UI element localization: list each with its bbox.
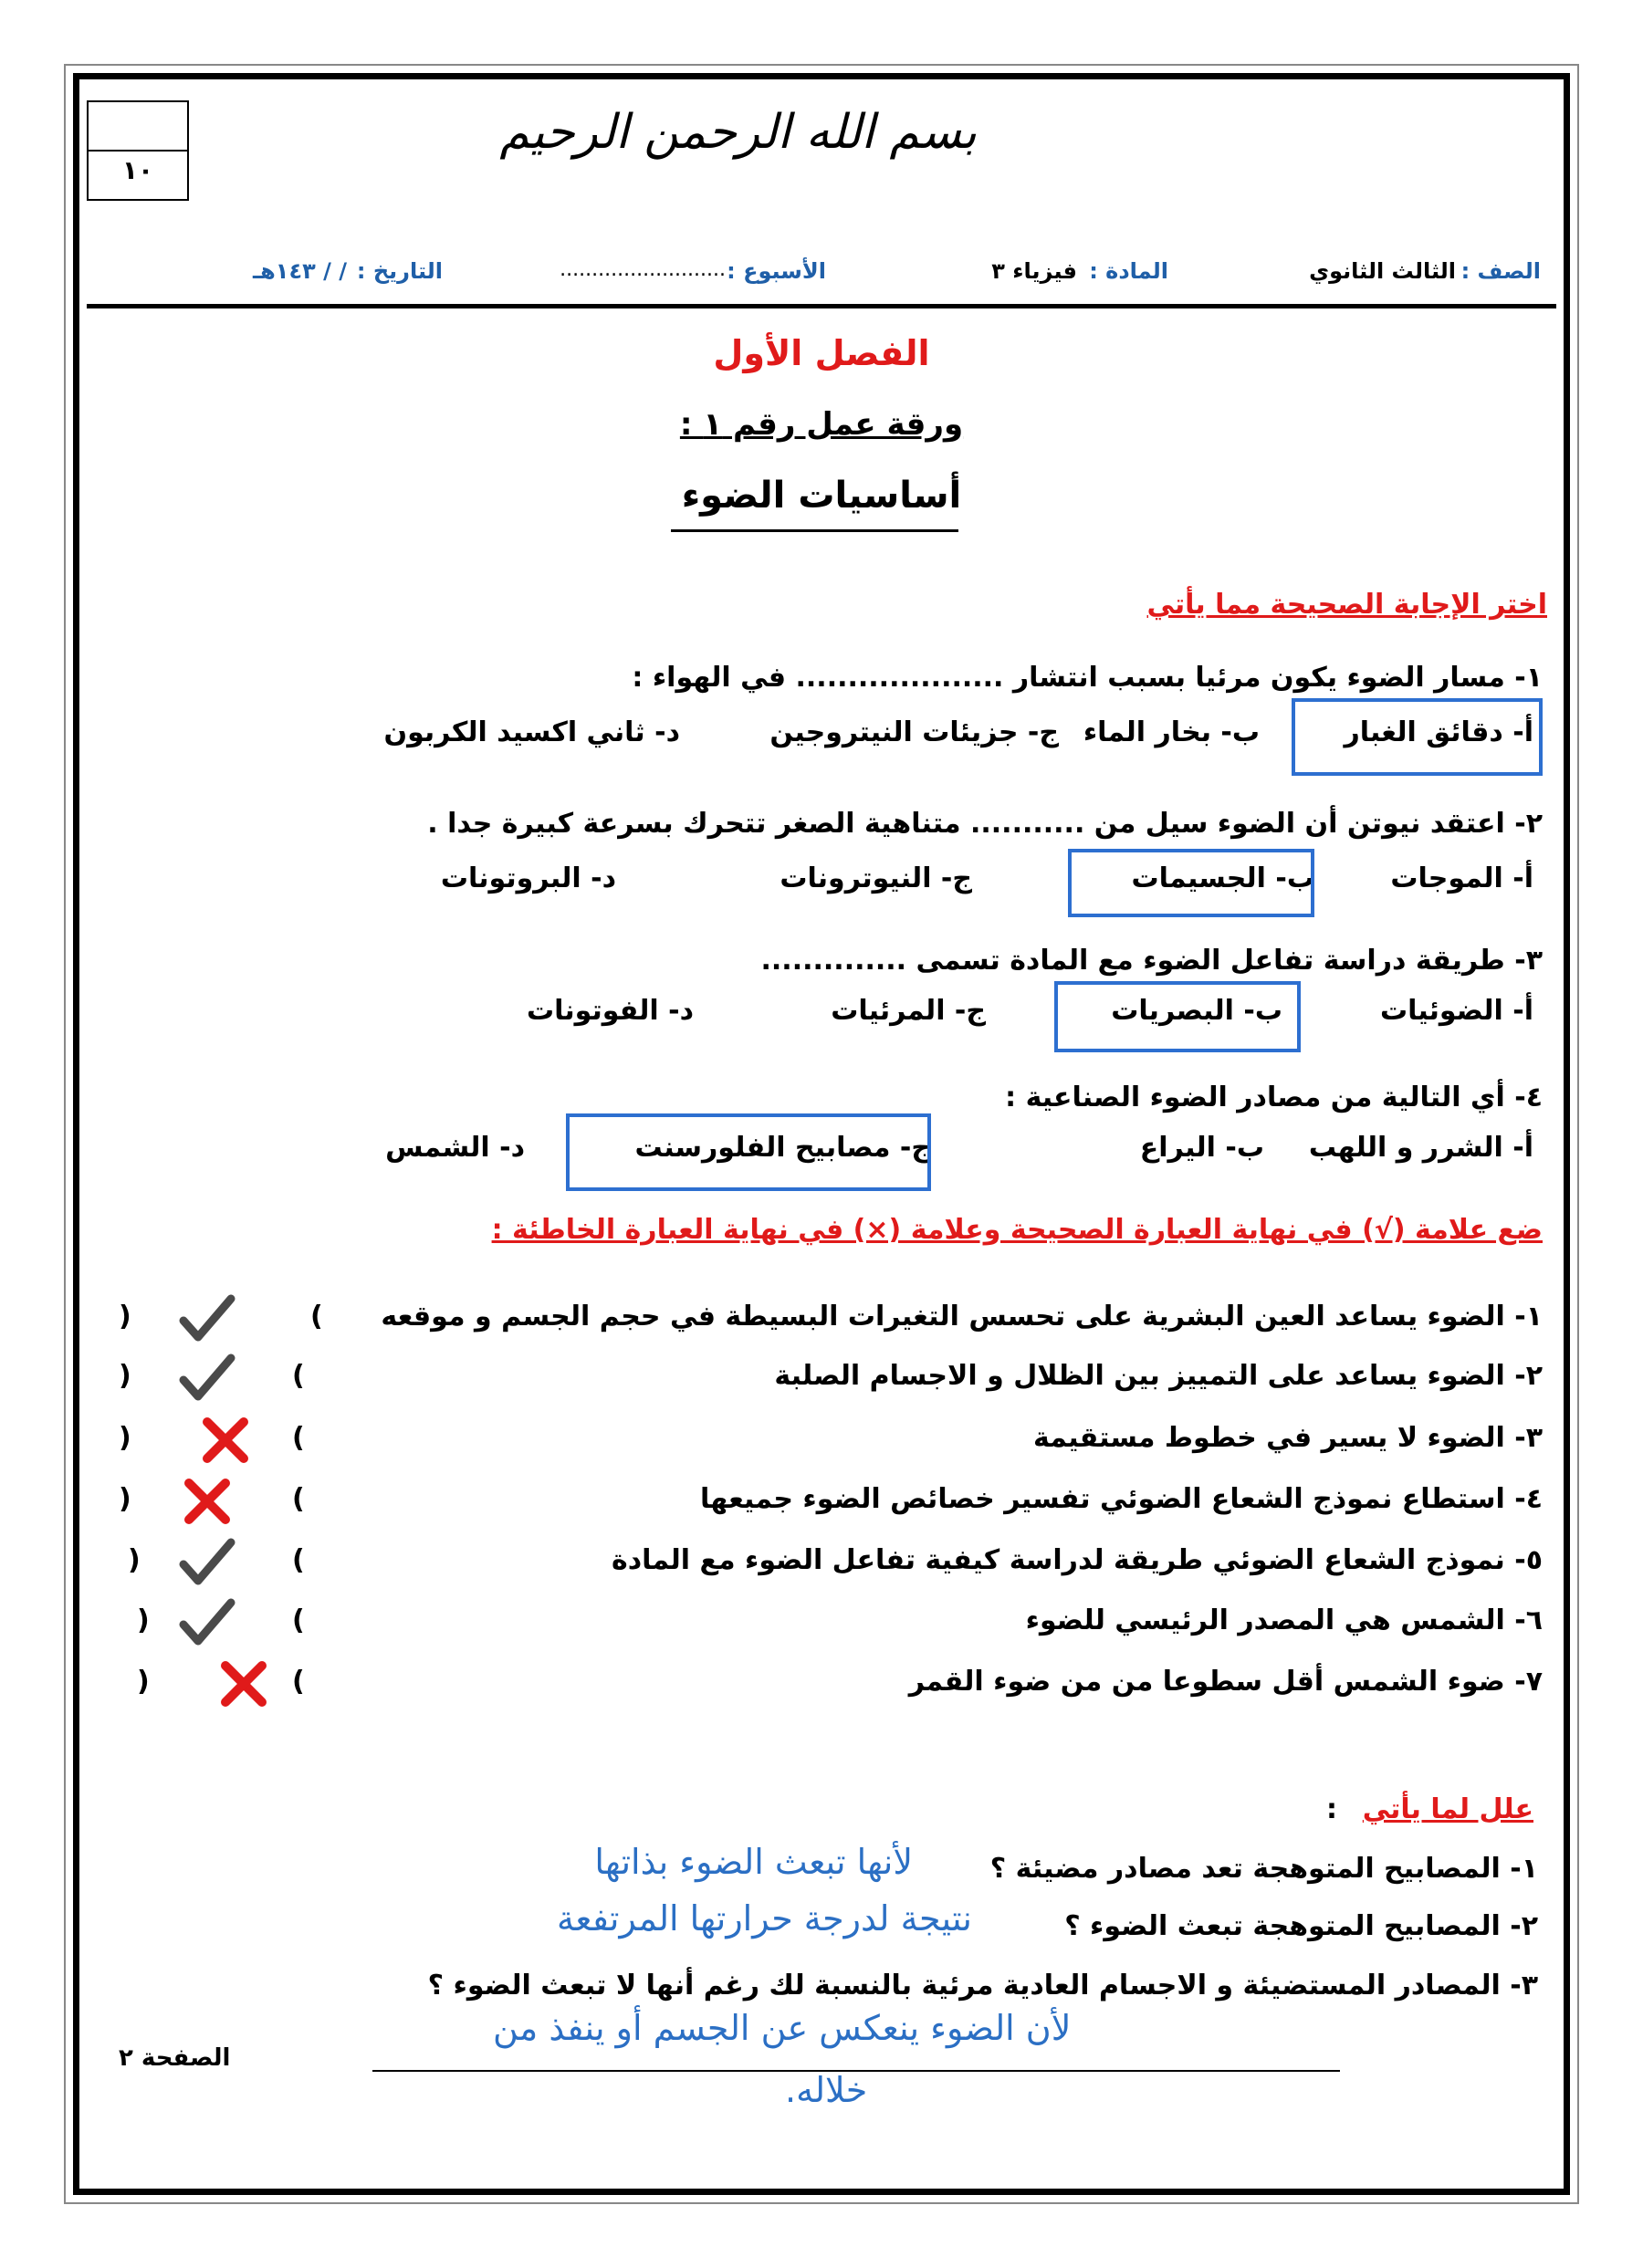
mcq-q2-option-c: ج- النيوترونات: [780, 862, 972, 894]
paren-open: (: [119, 1422, 131, 1454]
mcq-q3-option-a: أ- الضوئيات: [1379, 995, 1533, 1027]
topic-title: أساسيات الضوء: [681, 475, 962, 517]
mcq-q2-option-b: ب- الجسيمات: [1131, 862, 1314, 894]
mcq-q3-option-b: ب- البصريات: [1111, 995, 1282, 1027]
mcq-q4-option-d: د- الشمس: [385, 1132, 525, 1164]
truefalse-item-4: ٤- استطاع نموذج الشعاع الضوئي تفسير خصائص الضوء جميعها: [700, 1483, 1543, 1515]
answer-box-q4: [566, 1113, 931, 1191]
mcq-question-1: ١- مسار الضوء يكون مرئيا بسبب انتشار .................... في الهواء :: [632, 662, 1543, 694]
mcq-q4-option-b: ب- اليراع: [1139, 1132, 1264, 1164]
checkmark-icon: [178, 1595, 236, 1650]
subject-value: فيزياء ٣: [991, 258, 1077, 284]
mcq-q4-option-c: ج- مصابيح الفلورسنت: [634, 1132, 931, 1164]
explain-answer-1: لأنها تبعث الضوء بذاتها: [594, 1842, 913, 1882]
truefalse-item-2: ٢- الضوء يساعد على التمييز بين الظلال و الاجسام الصلبة: [774, 1360, 1543, 1392]
explain-answer-3-line1: لأن الضوء ينعكس عن الجسم أو ينفذ من: [493, 2008, 1072, 2048]
topic-underline: [671, 529, 958, 532]
explain-answer-3-line2: خلاله.: [785, 2070, 868, 2110]
mcq-question-3: ٣- طريقة دراسة تفاعل الضوء مع المادة تسمى ..............: [760, 945, 1543, 977]
mcq-q4-option-a: أ- الشرر و اللهب: [1308, 1132, 1533, 1164]
paren-close: ): [310, 1301, 323, 1333]
paren-open: (: [137, 1666, 150, 1698]
header-rule: [87, 304, 1556, 308]
checkmark-icon: [178, 1535, 236, 1590]
paren-close: ): [292, 1544, 305, 1576]
checkmark-icon: [178, 1351, 236, 1406]
class-label: الصف :: [1460, 258, 1541, 284]
subject-label: المادة :: [1089, 258, 1168, 284]
explain-answer-2: نتيجة لدرجة حرارتها المرتفعة: [557, 1898, 972, 1939]
mcq-q3-option-d: د- الفوتونات: [527, 995, 694, 1027]
basmala: بسم الله الرحمن الرحيم: [499, 105, 977, 160]
truefalse-item-3: ٣- الضوء لا يسير في خطوط مستقيمة: [1032, 1422, 1543, 1454]
explain-question-1: ١- المصابيح المتوهجة تعد مصادر مضيئة ؟: [989, 1853, 1538, 1885]
mcq-q1-option-a: أ- دقائق الغبار: [1344, 716, 1533, 748]
truefalse-instruction: ضع علامة (√) في نهاية العبارة الصحيحة وعلامة (×) في نهاية العبارة الخاطئة :: [491, 1214, 1543, 1246]
answer-box-q2: [1068, 849, 1314, 917]
paren-close: ): [292, 1422, 305, 1454]
truefalse-item-1: ١- الضوء يساعد العين البشرية على تحسس التغيرات البسيطة في حجم الجسم و موقعه: [381, 1301, 1543, 1333]
cross-icon: [215, 1657, 273, 1711]
paren-open: (: [128, 1544, 141, 1576]
cross-icon: [178, 1474, 236, 1529]
week-label: الأسبوع :: [727, 258, 826, 284]
mcq-q1-option-b: ب- بخار الماء: [1083, 716, 1260, 748]
date-value: / / ١٤٣هـ: [252, 258, 347, 284]
mcq-question-4: ٤- أي التالية من مصادر الضوء الصناعية :: [1005, 1082, 1543, 1113]
mcq-q1-option-d: د- ثاني اكسيد الكربون: [383, 716, 680, 748]
date-label: التاريخ :: [356, 258, 443, 284]
paren-open: (: [119, 1301, 131, 1333]
paren-close: ): [292, 1604, 305, 1636]
mcq-question-2: ٢- اعتقد نيوتن أن الضوء سيل من ........... متناهية الصغر تتحرك بسرعة كبيرة جدا .: [427, 808, 1543, 840]
mcq-q2-option-a: أ- الموجات: [1390, 862, 1533, 894]
explain-colon: :: [1326, 1793, 1337, 1825]
week-dots: ..........................: [560, 258, 726, 281]
class-value: الثالث الثانوي: [1309, 258, 1456, 284]
mcq-instruction: اختر الإجابة الصحيحة مما يأتي: [1146, 589, 1547, 621]
checkmark-icon: [178, 1291, 236, 1346]
explain-question-3: ٣- المصادر المستضيئة و الاجسام العادية مرئية بالنسبة لك رغم أنها لا تبعث الضوء ؟: [427, 1970, 1538, 2001]
chapter-title: الفصل الأول: [713, 333, 930, 373]
footer-page-label: الصفحة ٢: [119, 2044, 231, 2072]
explain-question-2: ٢- المصابيح المتوهجة تبعث الضوء ؟: [1064, 1910, 1538, 1942]
answer-box-q1: [1292, 698, 1543, 776]
mcq-q3-option-c: ج- المرئيات: [831, 995, 986, 1027]
paren-open: (: [119, 1483, 131, 1515]
paren-close: ): [292, 1666, 305, 1698]
answer-box-q3: [1054, 981, 1301, 1052]
paren-close: ): [292, 1483, 305, 1515]
paren-open: (: [119, 1360, 131, 1392]
mcq-q1-option-c: ج- جزيئات النيتروجين: [769, 716, 1059, 748]
paren-close: ): [292, 1360, 305, 1392]
explain-instruction: علل لما يأتي: [1362, 1793, 1533, 1825]
truefalse-item-5: ٥- نموذج الشعاع الضوئي طريقة لدراسة كيفية تفاعل الضوء مع المادة: [612, 1544, 1543, 1576]
paren-open: (: [137, 1604, 150, 1636]
worksheet-title: ورقة عمل رقم ١ :: [679, 406, 964, 443]
mcq-q2-option-d: د- البروتونات: [440, 862, 616, 894]
truefalse-item-7: ٧- ضوء الشمس أقل سطوعا من من ضوء القمر: [908, 1666, 1543, 1698]
truefalse-item-6: ٦- الشمس هي المصدر الرئيسي للضوء: [1025, 1604, 1543, 1636]
page-number-box: ١٠: [87, 100, 189, 201]
cross-icon: [196, 1413, 255, 1468]
